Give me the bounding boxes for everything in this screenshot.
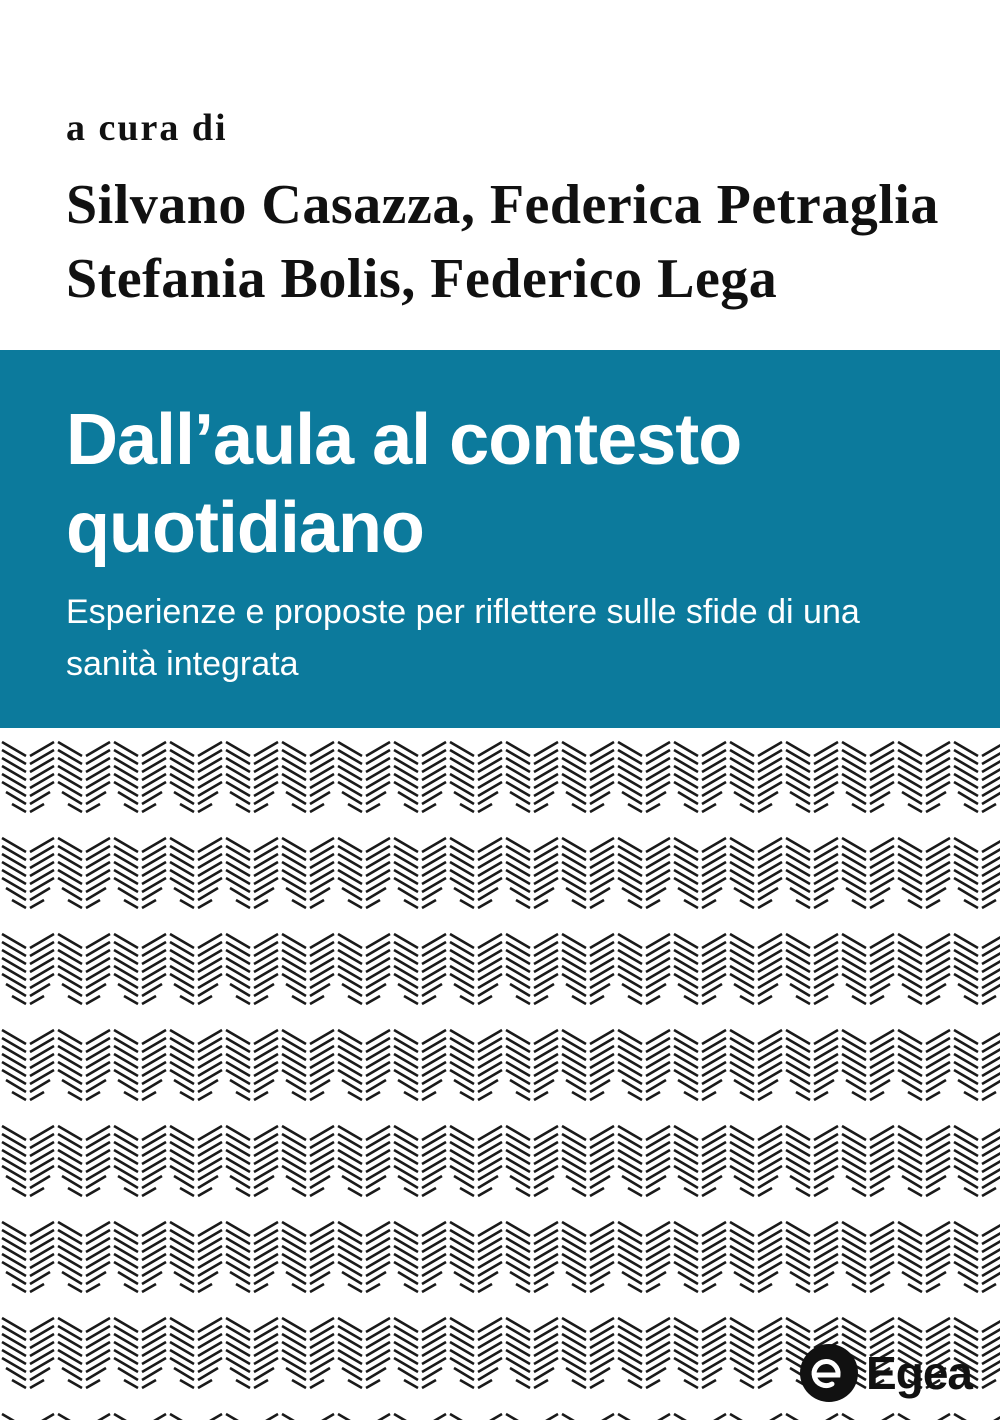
title-band	[0, 350, 1000, 728]
publisher-logo	[800, 1344, 972, 1402]
page-subtitle: Esperienze e proposte per riflettere sulle sfide di una sanità integrata	[66, 593, 860, 683]
page-title: Dall’aula al contesto quotidiano	[66, 400, 742, 568]
editors-prefix: a cura di	[66, 107, 228, 149]
egea-mark-icon	[800, 1344, 858, 1402]
pattern-area	[0, 728, 1000, 1420]
publisher-name: Egea	[866, 1347, 972, 1399]
editors-names	[66, 168, 966, 316]
editors-line-1: Silvano Casazza, Federica Petraglia	[66, 174, 939, 236]
editors-line-2: Stefania Bolis, Federico Lega	[66, 248, 778, 310]
hatched-cube-pattern-icon	[0, 728, 1000, 1420]
editors-block	[0, 0, 1000, 350]
